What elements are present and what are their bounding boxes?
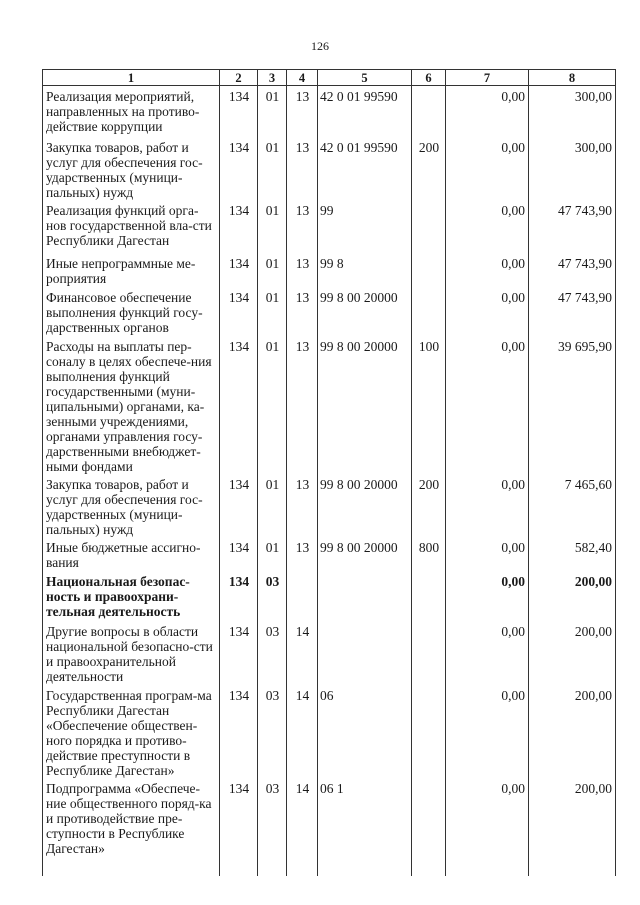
code-col-2: 134 <box>220 685 258 778</box>
amount-col-7: 0,00 <box>446 537 529 571</box>
amount-col-7: 0,00 <box>446 474 529 537</box>
code-col-3: 01 <box>258 86 287 137</box>
code-col-6 <box>412 86 446 137</box>
amount-col-8: 200,00 <box>529 778 616 876</box>
code-col-2: 134 <box>220 287 258 336</box>
item-name: Национальная безопас-ность и правоохрани-тельная деятельность <box>43 571 220 621</box>
code-col-4: 14 <box>287 685 318 778</box>
amount-col-8: 47 743,90 <box>529 287 616 336</box>
code-col-3: 01 <box>258 253 287 287</box>
code-col-6: 200 <box>412 137 446 200</box>
amount-col-7: 0,00 <box>446 137 529 200</box>
code-col-2: 134 <box>220 253 258 287</box>
code-col-4: 13 <box>287 474 318 537</box>
code-col-3: 01 <box>258 537 287 571</box>
code-col-5: 42 0 01 99590 <box>318 86 412 137</box>
code-col-5: 06 <box>318 685 412 778</box>
item-name: Реализация мероприятий, направленных на противо-действие коррупции <box>43 86 220 137</box>
table-row <box>43 287 616 336</box>
code-col-3: 01 <box>258 137 287 200</box>
amount-col-7: 0,00 <box>446 253 529 287</box>
amount-col-7: 0,00 <box>446 571 529 621</box>
item-name: Подпрограмма «Обеспече-ние общественного поряд-ка и противодействие пре-ступности в Республике Дагестан» <box>43 778 220 876</box>
col-header-1: 1 <box>43 70 220 86</box>
table-row <box>43 86 616 137</box>
code-col-4: 13 <box>287 537 318 571</box>
code-col-5: 99 8 00 20000 <box>318 474 412 537</box>
code-col-5: 99 8 00 20000 <box>318 336 412 474</box>
amount-col-8: 582,40 <box>529 537 616 571</box>
amount-col-8: 7 465,60 <box>529 474 616 537</box>
code-col-2: 134 <box>220 137 258 200</box>
amount-col-8: 200,00 <box>529 621 616 685</box>
table-row <box>43 537 616 571</box>
code-col-6 <box>412 571 446 621</box>
table-row-section <box>43 571 616 621</box>
code-col-2: 134 <box>220 336 258 474</box>
item-name: Финансовое обеспечение выполнения функций госу-дарственных органов <box>43 287 220 336</box>
code-col-5: 06 1 <box>318 778 412 876</box>
code-col-5: 99 8 00 20000 <box>318 537 412 571</box>
amount-col-8: 200,00 <box>529 685 616 778</box>
code-col-6: 800 <box>412 537 446 571</box>
col-header-6: 6 <box>412 70 446 86</box>
code-col-4 <box>287 571 318 621</box>
code-col-5: 99 8 00 20000 <box>318 287 412 336</box>
col-header-2: 2 <box>220 70 258 86</box>
col-header-8: 8 <box>529 70 616 86</box>
amount-col-8: 39 695,90 <box>529 336 616 474</box>
code-col-6 <box>412 253 446 287</box>
code-col-2: 134 <box>220 474 258 537</box>
amount-col-7: 0,00 <box>446 778 529 876</box>
amount-col-8: 47 743,90 <box>529 200 616 253</box>
amount-col-7: 0,00 <box>446 200 529 253</box>
code-col-4: 13 <box>287 200 318 253</box>
col-header-5: 5 <box>318 70 412 86</box>
item-name: Расходы на выплаты пер-соналу в целях обеспече-ния выполнения функций государственными (муни-ципальными) органами, ка-зенными учреждениями, органами управления госу-дарственными внебюджет-ными фондами <box>43 336 220 474</box>
code-col-2: 134 <box>220 86 258 137</box>
code-col-6 <box>412 778 446 876</box>
code-col-4: 13 <box>287 137 318 200</box>
amount-col-8: 300,00 <box>529 86 616 137</box>
table-row <box>43 253 616 287</box>
code-col-4: 13 <box>287 287 318 336</box>
code-col-4: 13 <box>287 336 318 474</box>
code-col-2: 134 <box>220 200 258 253</box>
table-row <box>43 474 616 537</box>
code-col-3: 03 <box>258 685 287 778</box>
col-header-3: 3 <box>258 70 287 86</box>
code-col-6 <box>412 287 446 336</box>
table-row <box>43 621 616 685</box>
item-name: Государственная програм-ма Республики Дагестан «Обеспечение обществен-ного порядка и противо-действие преступности в Республике Дагестан» <box>43 685 220 778</box>
code-col-3: 03 <box>258 778 287 876</box>
code-col-5: 99 <box>318 200 412 253</box>
code-col-3: 03 <box>258 571 287 621</box>
amount-col-7: 0,00 <box>446 287 529 336</box>
table-row <box>43 778 616 876</box>
code-col-2: 134 <box>220 537 258 571</box>
code-col-3: 03 <box>258 621 287 685</box>
code-col-3: 01 <box>258 336 287 474</box>
code-col-5 <box>318 621 412 685</box>
code-col-6 <box>412 685 446 778</box>
code-col-2: 134 <box>220 571 258 621</box>
col-header-4: 4 <box>287 70 318 86</box>
item-name: Иные непрограммные ме-роприятия <box>43 253 220 287</box>
header-row <box>43 70 616 86</box>
code-col-4: 14 <box>287 621 318 685</box>
budget-table <box>42 69 616 876</box>
table-row <box>43 137 616 200</box>
code-col-2: 134 <box>220 778 258 876</box>
code-col-6: 200 <box>412 474 446 537</box>
amount-col-7: 0,00 <box>446 621 529 685</box>
page-number: 126 <box>311 39 329 53</box>
amount-col-7: 0,00 <box>446 86 529 137</box>
code-col-3: 01 <box>258 287 287 336</box>
code-col-3: 01 <box>258 200 287 253</box>
table-row <box>43 200 616 253</box>
code-col-5 <box>318 571 412 621</box>
item-name: Реализация функций орга-нов государственной вла-сти Республики Дагестан <box>43 200 220 253</box>
code-col-5: 99 8 <box>318 253 412 287</box>
code-col-6 <box>412 200 446 253</box>
item-name: Закупка товаров, работ и услуг для обеспечения гос-ударственных (муници-пальных) нужд <box>43 137 220 200</box>
amount-col-8: 47 743,90 <box>529 253 616 287</box>
item-name: Иные бюджетные ассигно-вания <box>43 537 220 571</box>
col-header-7: 7 <box>446 70 529 86</box>
code-col-6: 100 <box>412 336 446 474</box>
table-row <box>43 336 616 474</box>
amount-col-8: 200,00 <box>529 571 616 621</box>
item-name: Закупка товаров, работ и услуг для обеспечения гос-ударственных (муници-пальных) нужд <box>43 474 220 537</box>
code-col-4: 14 <box>287 778 318 876</box>
amount-col-8: 300,00 <box>529 137 616 200</box>
amount-col-7: 0,00 <box>446 685 529 778</box>
code-col-3: 01 <box>258 474 287 537</box>
amount-col-7: 0,00 <box>446 336 529 474</box>
item-name: Другие вопросы в области национальной безопасно-сти и правоохранительной деятельности <box>43 621 220 685</box>
code-col-4: 13 <box>287 253 318 287</box>
code-col-6 <box>412 621 446 685</box>
code-col-4: 13 <box>287 86 318 137</box>
code-col-2: 134 <box>220 621 258 685</box>
table-row <box>43 685 616 778</box>
code-col-5: 42 0 01 99590 <box>318 137 412 200</box>
